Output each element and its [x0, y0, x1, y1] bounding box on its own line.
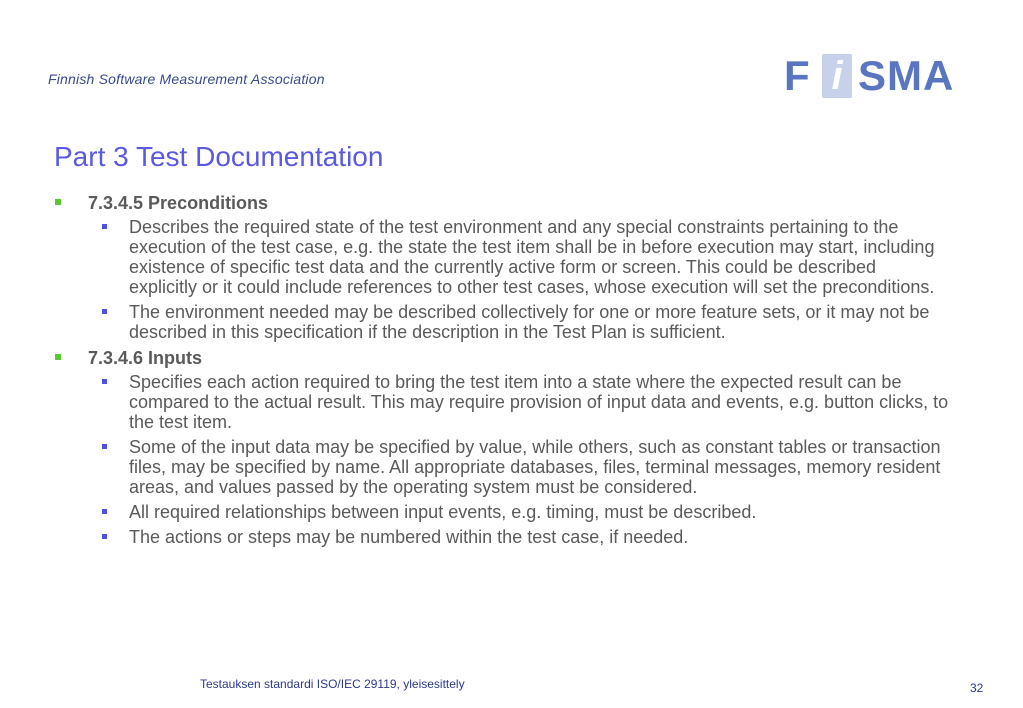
list-item	[54, 502, 949, 522]
list-item-text: All required relationships between input events, e.g. timing, must be described.	[129, 502, 757, 522]
list-item-text: Specifies each action required to bring the test item into a state where the expected result can be compared to the actual result. This may require provision of input data and events, e.g. button clicks, to the test item.	[129, 372, 949, 432]
list-item-text: The actions or steps may be numbered within the test case, if needed.	[129, 527, 689, 547]
list-item-text: Some of the input data may be specified by value, while others, such as constant tables or transaction files, may be specified by name. All appropriate databases, files, terminal messages, memory resident areas, and values passed by the operating system must be considered.	[129, 437, 941, 497]
list-item	[54, 372, 949, 432]
fisma-logo	[784, 52, 980, 100]
square-bullet-icon	[55, 354, 61, 360]
slide-content	[54, 192, 954, 552]
list-item	[54, 302, 949, 342]
footer-text: Testauksen standardi ISO/IEC 29119, yleisesittely	[200, 677, 465, 691]
organization-name: Finnish Software Measurement Association	[48, 71, 325, 87]
list-item	[54, 527, 949, 547]
square-bullet-icon	[102, 224, 107, 229]
section-heading-text: 7.3.4.6 Inputs	[88, 348, 203, 368]
section-heading	[54, 347, 954, 369]
square-bullet-icon	[102, 444, 107, 449]
logo-letter-i: i	[831, 54, 843, 98]
section-heading	[54, 192, 954, 214]
square-bullet-icon	[102, 534, 107, 539]
page-number: 32	[970, 681, 984, 695]
list-item	[54, 437, 949, 497]
list-item	[54, 217, 949, 297]
section-heading-text: 7.3.4.5 Preconditions	[88, 193, 269, 213]
square-bullet-icon	[55, 199, 61, 205]
logo-letters-sma: SMA	[858, 52, 955, 99]
logo-letter-f: F	[784, 52, 811, 99]
list-item-text: The environment needed may be described collectively for one or more feature sets, or it may not be described in this specification if the description in the Test Plan is sufficient.	[129, 302, 930, 342]
square-bullet-icon	[102, 309, 107, 314]
slide-title: Part 3 Test Documentation	[54, 141, 384, 172]
square-bullet-icon	[102, 509, 107, 514]
list-item-text: Describes the required state of the test environment and any special constraints pertaining to the execution of the test case, e.g. the state the test item shall be in before execution may start, including existence of specific test data and the currently active form or screen. This could be described explicitly or it could include references to other test cases, whose execution will set the preconditions.	[129, 217, 935, 297]
square-bullet-icon	[102, 379, 107, 384]
